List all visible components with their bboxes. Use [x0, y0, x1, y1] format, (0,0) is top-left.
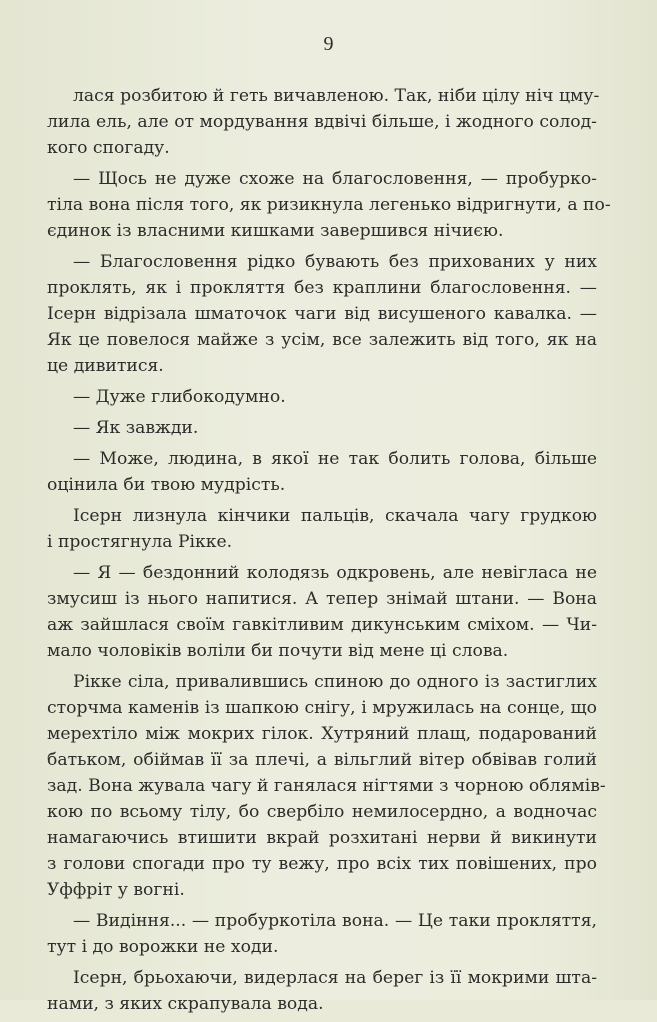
text-line: — Благословення рідко бувають без прихованих у них: [73, 252, 597, 272]
text-line: Рікке сіла, привалившись спиною до одного із застиглих: [73, 672, 597, 692]
text-line: нами, з яких скрапувала вода.: [47, 994, 324, 1014]
text-line: Ісерн відрізала шматочок чаги від висушеного кавалка. —: [47, 304, 597, 324]
text-line: тіла вона після того, як ризикнула легенько відригнути, а по-: [47, 195, 611, 215]
text-line: зад. Вона жувала чагу й ганялася нігтями з чорною облямів-: [47, 776, 606, 796]
text-line: — Щось не дуже схоже на благословення, — пробурко-: [73, 169, 597, 189]
text-line: Уффріт у вогні.: [47, 880, 185, 900]
text-line: батьком, обіймав її за плечі, а вільглий вітер обвівав голий: [47, 750, 597, 770]
text-line: кою по всьому тілу, бо свербіло немилосердно, а водночас: [47, 802, 597, 822]
text-line: — Як завжди.: [73, 418, 199, 438]
text-line: лася розбитою й геть вичавленою. Так, ніби цілу ніч цму-: [73, 86, 600, 106]
paragraph: [47, 83, 600, 161]
text-line: з голови спогади про ту вежу, про всіх тих повішених, про: [47, 854, 597, 874]
text-line: Як це повелося майже з усім, все залежить від того, як на: [47, 330, 597, 350]
paragraph: [47, 166, 611, 244]
paragraph: [47, 669, 606, 903]
paragraph: [47, 249, 597, 379]
text-line: кого спогаду.: [47, 138, 170, 158]
text-line: єдинок із власними кишками завершився нічиєю.: [47, 221, 504, 241]
body-text: [47, 83, 611, 1022]
text-line: тут і до ворожки не ходи.: [47, 937, 279, 957]
text-line: — Я — бездонний колодязь одкровень, але невіглаcа не: [73, 563, 597, 583]
text-line: Ісерн лизнула кінчики пальців, скачала чагу грудкою: [73, 506, 597, 526]
text-line: — Може, людина, в якої не так болить голова, більше: [73, 449, 597, 469]
text-line: змусиш із нього напитися. А тепер знімай штани. — Вона: [47, 589, 597, 609]
text-line: Ісерн, брьохаючи, видерлася на берег із її мокрими шта-: [73, 968, 597, 988]
text-line: і простягнула Рікке.: [47, 532, 233, 552]
paragraph: [47, 908, 597, 960]
paragraph: [47, 965, 597, 1017]
paragraph: [47, 446, 597, 498]
text-line: мерехтіло між мокрих гілок. Хутряний плащ, подарований: [47, 724, 597, 744]
text-line: — Видіння... — пробуркотіла вона. — Це таки прокляття,: [73, 911, 597, 931]
text-line: оцінила би твою мудрість.: [47, 475, 286, 495]
paragraph: [47, 503, 597, 555]
text-line: намагаючись втишити вкрай розхитані нерви й викинути: [47, 828, 597, 848]
text-line: лила ель, але от мордування вдвічі більше, і жодного солод-: [47, 112, 597, 132]
text-line: проклять, як і прокляття без краплини благословення. —: [47, 278, 597, 298]
text-line: це дивитися.: [47, 356, 164, 376]
paragraph: [47, 384, 597, 410]
paragraph: [47, 415, 597, 441]
page-number: 9: [323, 33, 334, 55]
paragraph: [47, 560, 597, 664]
text-line: мало чоловіків воліли би почути від мене ці слова.: [47, 641, 509, 661]
text-line: аж зайшлася своїм гавкітливим дикунським сміхом. — Чи-: [47, 615, 597, 635]
text-line: сторчма каменів із шапкою снігу, і мружилась на сонце, що: [47, 698, 597, 718]
text-line: — Дуже глибокодумно.: [73, 387, 286, 407]
